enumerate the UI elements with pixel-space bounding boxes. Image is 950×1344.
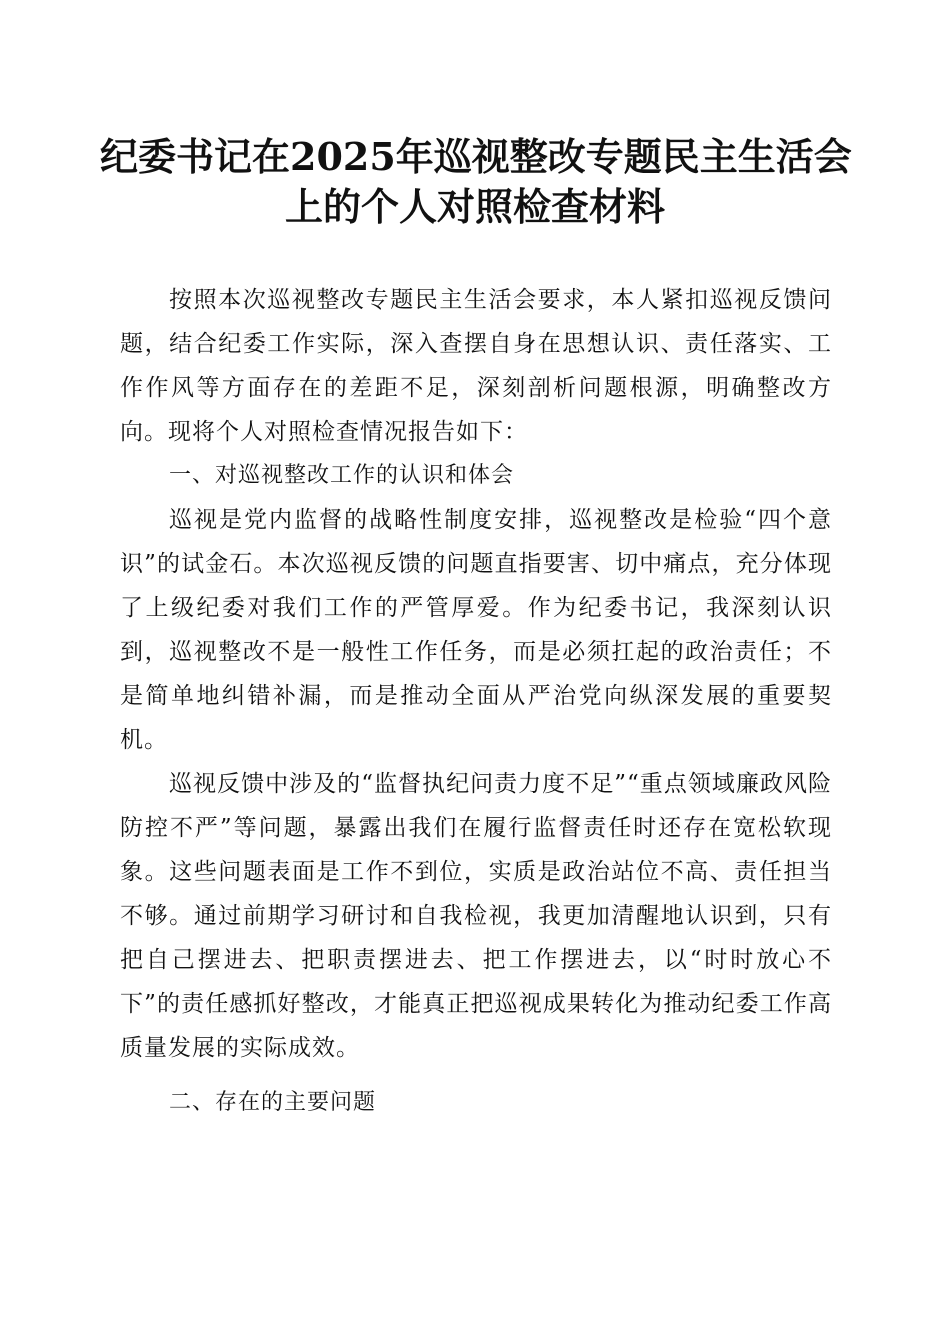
document-title [100,132,850,232]
title-line-1: 纪委书记在2025年巡视整改专题民主生活会 [100,134,852,179]
section-heading-1: 一、对巡视整改工作的认识和体会 [169,463,515,488]
body-paragraph-1: 巡视是党内监督的战略性制度安排，巡视整改是检验“四个意识”的试金石。本次巡视反馈的问题直指要害、切中痛点，充分体现了上级纪委对我们工作的严管厚爱。作为纪委书记，我深刻认识到，巡视整改不是一般性工作任务，而是必须扛起的政治责任；不是简单地纠错补漏，而是推动全面从严治党向纵深发展的重要契机。 [120,507,832,753]
intro-paragraph: 按照本次巡视整改专题民主生活会要求，本人紧扣巡视反馈问题，结合纪委工作实际，深入查摆自身在思想认识、责任落实、工作作风等方面存在的差距不足，深刻剖析问题根源，明确整改方向。现将个人对照检查情况报告如下： [120,287,832,445]
title-line-2: 上的个人对照检查材料 [284,184,665,229]
body-paragraph-2: 巡视反馈中涉及的“监督执纪问责力度不足”“重点领域廉政风险防控不严”等问题，暴露出我们在履行监督责任时还存在宽松软现象。这些问题表面是工作不到位，实质是政治站位不高、责任担当不够。通过前期学习研讨和自我检视，我更加清醒地认识到，只有把自己摆进去、把职责摆进去、把工作摆进去，以“时时放心不下”的责任感抓好整改，才能真正把巡视成果转化为推动纪委工作高质量发展的实际成效。 [120,771,832,1061]
section-heading-2: 二、存在的主要问题 [169,1090,377,1115]
document-body [120,278,832,1125]
